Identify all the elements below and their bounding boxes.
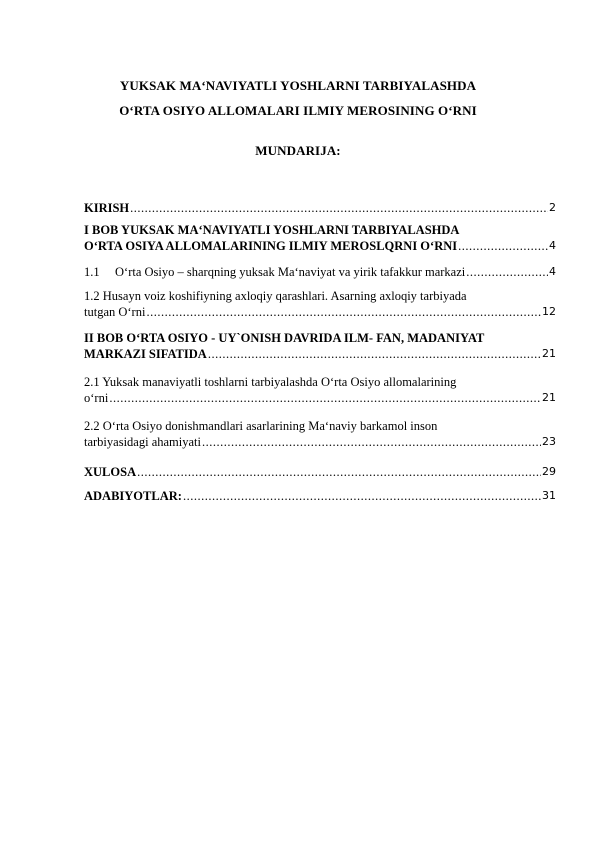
toc-page-number: 31 [542,489,556,502]
toc-entry-section-2-1 [84,374,556,406]
toc-page-number: 21 [542,347,556,360]
toc-section-number: 1.1 [84,265,100,279]
toc-entry-title: MARKAZI SIFATIDA [84,347,207,361]
toc-entry-section-2-2 [84,418,556,450]
contents-heading: MUNDARIJA: [255,143,341,158]
toc-entry-title: KIRISH [84,201,130,215]
toc-entry-title: tarbiyasidagi ahamiyati [84,435,201,449]
toc-entry-chapter-2 [84,330,556,362]
document-title-line-1: YUKSAK MA‘NAVIYATLI YOSHLARNI TARBIYALASHDA [119,78,477,93]
toc-page-number: 2 [549,201,556,214]
toc-entry-references [84,488,556,504]
toc-leader-dots [109,390,541,406]
toc-page-number: 12 [542,305,556,318]
toc-entry-introduction [84,200,556,216]
toc-entry-title-line-1: 2.1 Yuksak manaviyatli toshlarni tarbiyalashda O‘rta Osiyo allomalarining [84,375,457,389]
toc-entry-title: O‘rta Osiyo – sharqning yuksak Ma‘naviyat va yirik tafakkur markazi [115,265,466,279]
toc-entry-title: XULOSA [84,465,137,479]
toc-entry-section-1-2 [84,288,556,320]
toc-leader-dots [458,238,548,254]
toc-entry-conclusion [84,464,556,480]
toc-page-number: 29 [542,465,556,478]
toc-entry-title: o‘rni [84,391,109,405]
toc-page-number: 4 [549,239,556,252]
toc-leader-dots [183,488,541,504]
toc-entry-chapter-1 [84,222,556,254]
toc-entry-title-line-1: II BOB O‘RTA OSIYO - UY`ONISH DAVRIDA ILM- FAN, MADANIYAT [84,331,485,345]
document-title-line-2: O‘RTA OSIYO ALLOMALARI ILMIY MEROSINING O‘RNI [119,103,477,118]
toc-page-number: 4 [549,265,556,278]
toc-page-number: 23 [542,435,556,448]
toc-leader-dots [466,264,548,280]
toc-entry-title: ADABIYOTLAR: [84,489,182,503]
toc-leader-dots [208,346,541,362]
toc-page-number: 21 [542,391,556,404]
toc-entry-title-line-1: 2.2 O‘rta Osiyo donishmandlari asarlarining Ma‘naviy barkamol inson [84,419,438,433]
toc-leader-dots [146,304,541,320]
toc-entry-title-line-1: 1.2 Husayn voiz koshifiyning axloqiy qarashlari. Asarning axloqiy tarbiyada [84,289,467,303]
toc-entry-title: tutgan O‘rni [84,305,146,319]
toc-entry-title-line-1: I BOB YUKSAK MA‘NAVIYATLI YOSHLARNI TARBIYALASHDA [84,223,460,237]
toc-leader-dots [130,200,548,216]
toc-leader-dots [137,464,541,480]
toc-entry-title: O‘RTA OSIYA ALLOMALARINING ILMIY MEROSLQRNI O‘RNI [84,239,458,253]
toc-leader-dots [202,434,541,450]
toc-entry-section-1-1 [84,264,556,280]
